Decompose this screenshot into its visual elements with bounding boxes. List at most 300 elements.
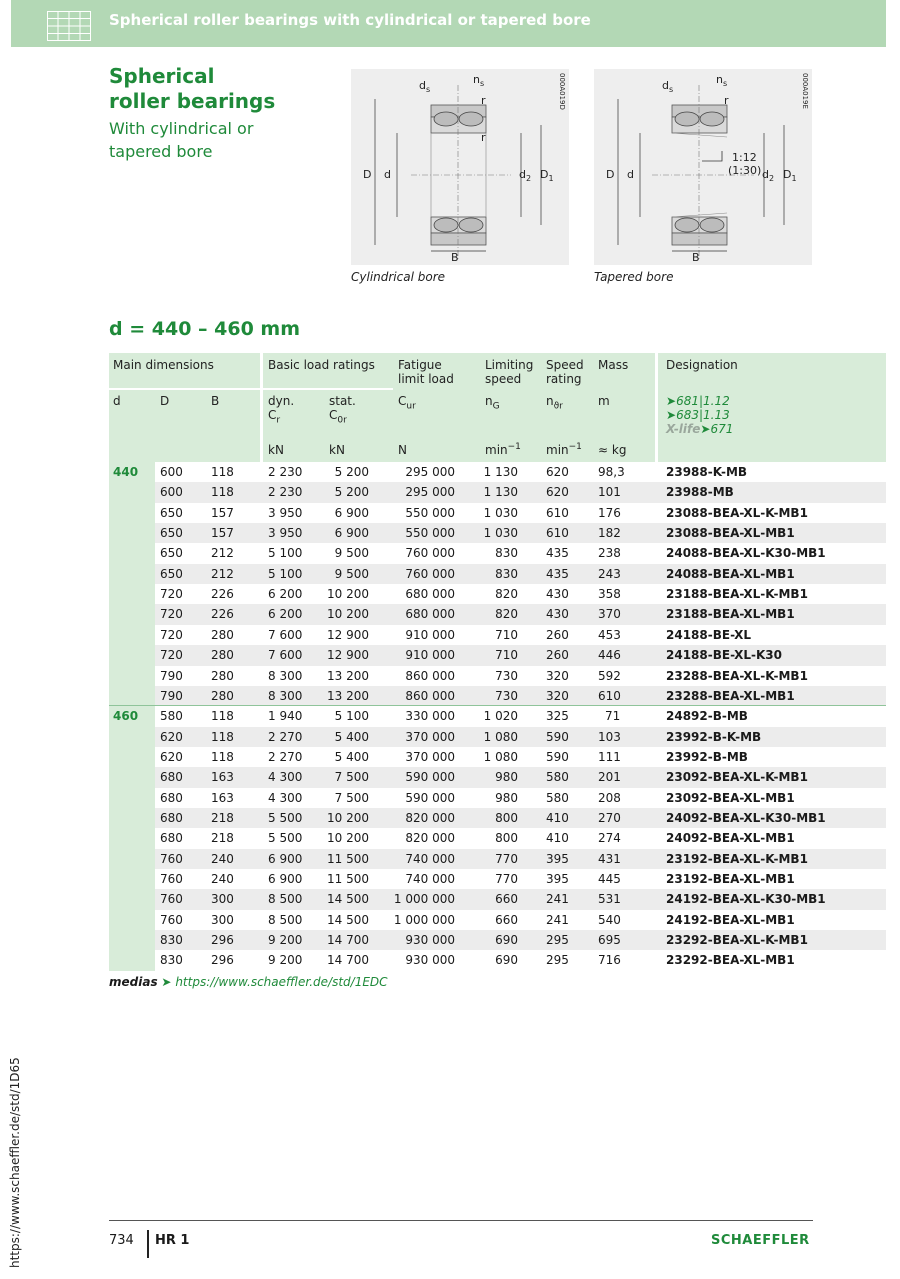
speed-rating-cell: 580 (546, 790, 569, 805)
designation-cell: 23192-BEA-XL-MB1 (666, 872, 795, 886)
static-load-cell: 7 500 (334, 770, 369, 785)
dynamic-load-cell: 2 230 (268, 485, 303, 500)
limiting-speed-cell: 690 (495, 933, 518, 948)
medias-line (109, 975, 388, 989)
outer-diameter-cell: 650 (160, 526, 183, 541)
outer-diameter-cell: 680 (160, 831, 183, 846)
dynamic-load-cell: 8 300 (268, 668, 303, 683)
designation-cell: 23088-BEA-XL-MB1 (666, 526, 795, 541)
designation-cell: 24892-B-MB (666, 709, 748, 724)
outer-diameter-cell: 600 (160, 465, 183, 479)
width-cell: 280 (211, 668, 234, 683)
label-D-tapered: D (606, 168, 615, 181)
designation-cell: 23988-MB (666, 485, 734, 500)
designation-cell: 23188-BEA-XL-K-MB1 (666, 587, 808, 602)
fatigue-limit-cell: 590 000 (405, 790, 455, 805)
table-row (155, 584, 886, 604)
width-cell: 280 (211, 648, 234, 663)
designation-cell: 23992-B-MB (666, 749, 748, 764)
designation-cell: 23088-BEA-XL-K-MB1 (666, 505, 808, 520)
table-row (155, 543, 886, 563)
arrow-icon: ➤ (666, 394, 677, 408)
static-load-cell: 14 500 (327, 912, 369, 927)
static-load-cell: 5 200 (334, 465, 369, 479)
dynamic-load-cell: 8 500 (268, 912, 303, 927)
speed-rating-cell: 295 (546, 933, 569, 948)
designation-cell: 23288-BEA-XL-K-MB1 (666, 668, 808, 683)
dynamic-load-cell: 6 900 (268, 851, 303, 866)
fatigue-limit-cell: 760 000 (405, 546, 455, 561)
limiting-speed-cell: 710 (495, 648, 518, 663)
dynamic-load-cell: 5 100 (268, 566, 303, 581)
fatigue-limit-cell: 740 000 (405, 851, 455, 866)
fatigue-limit-cell: 295 000 (405, 465, 455, 479)
dynamic-load-cell: 6 200 (268, 607, 303, 622)
outer-diameter-cell: 620 (160, 749, 183, 764)
page-subtitle-line2: tapered bore (109, 142, 213, 161)
mass-cell: 610 (598, 688, 621, 703)
designation-cell: 24092-BEA-XL-K30-MB1 (666, 810, 826, 825)
fatigue-limit-cell: 1 000 000 (393, 892, 455, 907)
dynamic-load-cell: 7 600 (268, 648, 303, 663)
col-group-limiting: Limiting speed (485, 358, 534, 386)
width-cell: 118 (211, 465, 234, 479)
width-cell: 163 (211, 770, 234, 785)
table-row (155, 950, 886, 970)
speed-rating-cell: 435 (546, 546, 569, 561)
width-cell: 157 (211, 526, 234, 541)
figure-cylindrical-bore (351, 69, 569, 265)
speed-rating-cell: 620 (546, 465, 569, 479)
designation-cell: 24088-BEA-XL-K30-MB1 (666, 546, 826, 561)
static-load-cell: 5 100 (334, 709, 369, 724)
dynamic-load-cell: 2 270 (268, 729, 303, 744)
designation-cell: 24092-BEA-XL-MB1 (666, 831, 795, 846)
limiting-speed-cell: 820 (495, 587, 518, 602)
fatigue-limit-cell: 910 000 (405, 648, 455, 663)
table-row (155, 767, 886, 787)
label-d: d (384, 168, 391, 181)
bore-diameter-value: 460 (113, 709, 139, 724)
mass-cell: 540 (598, 912, 621, 927)
table-row (155, 666, 886, 686)
fatigue-limit-cell: 860 000 (405, 688, 455, 703)
limiting-speed-cell: 830 (495, 546, 518, 561)
table-row (155, 849, 886, 869)
designation-cell: 23988-K-MB (666, 465, 748, 479)
limiting-speed-cell: 660 (495, 912, 518, 927)
static-load-cell: 6 900 (334, 526, 369, 541)
speed-rating-cell: 435 (546, 566, 569, 581)
designation-cell: 24088-BEA-XL-MB1 (666, 566, 795, 581)
label-B: B (451, 251, 459, 264)
mass-cell: 370 (598, 607, 621, 622)
col-nth: $n_{ϑr}$ (546, 394, 563, 412)
dynamic-load-cell: 6 900 (268, 872, 303, 886)
outer-diameter-cell: 790 (160, 668, 183, 683)
unit-cr: kN (268, 443, 284, 457)
static-load-cell: 5 200 (334, 485, 369, 500)
speed-rating-cell: 610 (546, 505, 569, 520)
designation-cell: 23992-B-K-MB (666, 729, 762, 744)
label-B-tapered: B (692, 251, 700, 264)
outer-diameter-cell: 720 (160, 607, 183, 622)
designation-cell: 23288-BEA-XL-MB1 (666, 688, 795, 703)
static-load-cell: 10 200 (327, 587, 369, 602)
mass-cell: 238 (598, 546, 621, 561)
fatigue-limit-cell: 330 000 (405, 709, 455, 724)
width-cell: 212 (211, 546, 234, 561)
designation-cell: 23092-BEA-XL-K-MB1 (666, 770, 808, 785)
fatigue-limit-cell: 295 000 (405, 485, 455, 500)
arrow-icon: ➤ (161, 975, 172, 989)
fatigue-limit-cell: 820 000 (405, 810, 455, 825)
table-row (155, 889, 886, 909)
col-cr: dyn. $C_r$ (268, 394, 295, 426)
label-ns: $n_s$ (473, 73, 485, 88)
speed-rating-cell: 610 (546, 526, 569, 541)
fatigue-limit-cell: 910 000 (405, 627, 455, 642)
footer-separator (147, 1230, 149, 1258)
limiting-speed-cell: 770 (495, 851, 518, 866)
width-cell: 280 (211, 627, 234, 642)
label-ds-tapered: $d_s$ (662, 79, 674, 94)
mass-cell: 182 (598, 526, 621, 541)
mass-cell: 358 (598, 587, 621, 602)
medias-label: medias (109, 975, 158, 989)
table-row (155, 727, 886, 747)
mass-cell: 445 (598, 872, 621, 886)
speed-rating-cell: 320 (546, 688, 569, 703)
fatigue-limit-cell: 1 000 000 (393, 912, 455, 927)
static-load-cell: 6 900 (334, 505, 369, 520)
col-d: d (113, 394, 121, 408)
outer-diameter-cell: 650 (160, 566, 183, 581)
mass-cell: 103 (598, 729, 621, 744)
mass-cell: 453 (598, 627, 621, 642)
outer-diameter-cell: 680 (160, 790, 183, 805)
fatigue-limit-cell: 860 000 (405, 668, 455, 683)
table-row (155, 828, 886, 848)
width-cell: 118 (211, 749, 234, 764)
col-m: m (598, 394, 610, 408)
page-number: 734 (109, 1233, 134, 1248)
table-row (155, 462, 886, 482)
static-load-cell: 13 200 (327, 688, 369, 703)
limiting-speed-cell: 800 (495, 810, 518, 825)
table-row (155, 686, 886, 706)
table-row (155, 930, 886, 950)
table-row (155, 645, 886, 665)
fatigue-limit-cell: 680 000 (405, 587, 455, 602)
limiting-speed-cell: 1 080 (483, 729, 518, 744)
outer-diameter-cell: 650 (160, 546, 183, 561)
static-load-cell: 5 400 (334, 749, 369, 764)
table-row (155, 788, 886, 808)
table-row (155, 869, 886, 889)
table-row (155, 747, 886, 767)
speed-rating-cell: 295 (546, 953, 569, 968)
outer-diameter-cell: 600 (160, 485, 183, 500)
limiting-speed-cell: 980 (495, 770, 518, 785)
unit-nth: $\min^{-1}$ (546, 442, 582, 457)
mass-cell: 101 (598, 485, 621, 500)
designation-cell: 24188-BE-XL-K30 (666, 648, 782, 663)
col-group-basic: Basic load ratings (268, 358, 375, 372)
label-r-top: r (481, 94, 486, 107)
limiting-speed-cell: 800 (495, 831, 518, 846)
mass-cell: 71 (605, 709, 621, 724)
figure-caption-tapered: Tapered bore (594, 270, 674, 284)
outer-diameter-cell: 580 (160, 709, 183, 724)
dynamic-load-cell: 3 950 (268, 526, 303, 541)
speed-rating-cell: 580 (546, 770, 569, 785)
static-load-cell: 12 900 (327, 648, 369, 663)
speed-rating-cell: 325 (546, 709, 569, 724)
limiting-speed-cell: 770 (495, 872, 518, 886)
bore-diameter-value: 440 (113, 465, 139, 479)
unit-c0r: kN (329, 443, 345, 457)
col-c0r: stat. $C_{0r}$ (329, 394, 356, 426)
fatigue-limit-cell: 820 000 (405, 831, 455, 846)
fatigue-limit-cell: 930 000 (405, 953, 455, 968)
table-row (155, 604, 886, 624)
speed-rating-cell: 410 (546, 810, 569, 825)
designation-cell: 24188-BE-XL (666, 627, 751, 642)
table-row (155, 564, 886, 584)
outer-diameter-cell: 720 (160, 627, 183, 642)
dynamic-load-cell: 8 300 (268, 688, 303, 703)
width-cell: 226 (211, 587, 234, 602)
unit-ng: $\min^{-1}$ (485, 442, 521, 457)
mass-cell: 243 (598, 566, 621, 581)
width-cell: 300 (211, 912, 234, 927)
arrow-icon: ➤ (700, 422, 711, 436)
label-D: D (363, 168, 372, 181)
figure-code-tapered: 000A019E (801, 73, 809, 109)
section-title: d = 440 – 460 mm (109, 318, 301, 340)
label-D1-tapered: $D_1$ (783, 168, 797, 183)
arrow-icon: ➤ (666, 408, 677, 422)
dynamic-load-cell: 4 300 (268, 770, 303, 785)
speed-rating-cell: 590 (546, 729, 569, 744)
fatigue-limit-cell: 680 000 (405, 607, 455, 622)
label-d2: $d_2$ (519, 168, 532, 183)
width-cell: 157 (211, 505, 234, 520)
speed-rating-cell: 430 (546, 587, 569, 602)
static-load-cell: 14 700 (327, 953, 369, 968)
page-title-line1: Spherical (109, 64, 215, 88)
table-row (155, 523, 886, 543)
outer-diameter-cell: 720 (160, 587, 183, 602)
unit-cur: N (398, 443, 407, 457)
brand-logo: SCHAEFFLER (711, 1233, 810, 1248)
outer-diameter-cell: 830 (160, 953, 183, 968)
limiting-speed-cell: 690 (495, 953, 518, 968)
static-load-cell: 13 200 (327, 668, 369, 683)
table-row (155, 910, 886, 930)
limiting-speed-cell: 730 (495, 688, 518, 703)
width-cell: 280 (211, 688, 234, 703)
dynamic-load-cell: 8 500 (268, 892, 303, 907)
outer-diameter-cell: 720 (160, 648, 183, 663)
width-cell: 300 (211, 892, 234, 907)
limiting-speed-cell: 1 030 (483, 505, 518, 520)
label-r-tapered: r (724, 94, 729, 107)
width-cell: 118 (211, 485, 234, 500)
speed-rating-cell: 410 (546, 831, 569, 846)
label-d2-tapered: $d_2$ (762, 168, 775, 183)
limiting-speed-cell: 980 (495, 790, 518, 805)
table-row (155, 482, 886, 502)
width-cell: 212 (211, 566, 234, 581)
header-divider (263, 388, 393, 390)
dynamic-load-cell: 5 500 (268, 810, 303, 825)
fatigue-limit-cell: 760 000 (405, 566, 455, 581)
page-title (109, 64, 275, 114)
static-load-cell: 11 500 (327, 851, 369, 866)
dynamic-load-cell: 4 300 (268, 790, 303, 805)
limiting-speed-cell: 1 030 (483, 526, 518, 541)
width-cell: 296 (211, 953, 234, 968)
label-taper-1-12: 1:12 (732, 151, 757, 164)
col-D: D (160, 394, 170, 408)
unit-m: ≈ kg (598, 443, 627, 457)
mass-cell: 716 (598, 953, 621, 968)
designation-cell: 23292-BEA-XL-K-MB1 (666, 933, 808, 948)
fatigue-limit-cell: 590 000 (405, 770, 455, 785)
bearing-tapered-drawing (594, 69, 812, 265)
width-cell: 118 (211, 729, 234, 744)
mass-cell: 446 (598, 648, 621, 663)
xlife-logo: X-life (666, 422, 701, 436)
limiting-speed-cell: 1 130 (483, 485, 518, 500)
fatigue-limit-cell: 740 000 (405, 872, 455, 886)
dynamic-load-cell: 9 200 (268, 953, 303, 968)
label-D1: $D_1$ (540, 168, 554, 183)
outer-diameter-cell: 790 (160, 688, 183, 703)
outer-diameter-cell: 760 (160, 892, 183, 907)
limiting-speed-cell: 730 (495, 668, 518, 683)
speed-rating-cell: 590 (546, 749, 569, 764)
static-load-cell: 12 900 (327, 627, 369, 642)
col-group-main: Main dimensions (113, 358, 214, 372)
outer-diameter-cell: 620 (160, 729, 183, 744)
col-group-fatigue: Fatigue limit load (398, 358, 454, 386)
limiting-speed-cell: 710 (495, 627, 518, 642)
mass-cell: 176 (598, 505, 621, 520)
dynamic-load-cell: 1 940 (268, 709, 303, 724)
designation-cell: 24192-BEA-XL-K30-MB1 (666, 892, 826, 907)
limiting-speed-cell: 830 (495, 566, 518, 581)
col-group-designation: Designation (666, 358, 738, 372)
label-ns-tapered: $n_s$ (716, 73, 728, 88)
mass-cell: 431 (598, 851, 621, 866)
header-title: Spherical roller bearings with cylindrical or tapered bore (109, 11, 591, 29)
outer-diameter-cell: 760 (160, 872, 183, 886)
footer-rule (109, 1220, 813, 1221)
width-cell: 240 (211, 851, 234, 866)
width-cell: 218 (211, 831, 234, 846)
speed-rating-cell: 260 (546, 627, 569, 642)
limiting-speed-cell: 660 (495, 892, 518, 907)
mass-cell: 98,3 (598, 465, 625, 479)
outer-diameter-cell: 650 (160, 505, 183, 520)
static-load-cell: 10 200 (327, 607, 369, 622)
mass-cell: 695 (598, 933, 621, 948)
label-taper-1-30: (1:30) (728, 164, 762, 177)
designation-cell: 23188-BEA-XL-MB1 (666, 607, 795, 622)
header-divider (109, 388, 260, 390)
designation-cell: 23292-BEA-XL-MB1 (666, 953, 795, 968)
dynamic-load-cell: 2 270 (268, 749, 303, 764)
dynamic-load-cell: 7 600 (268, 627, 303, 642)
figure-tapered-bore (594, 69, 812, 265)
speed-rating-cell: 430 (546, 607, 569, 622)
designation-cell: 23192-BEA-XL-K-MB1 (666, 851, 808, 866)
limiting-speed-cell: 1 130 (483, 465, 518, 479)
dynamic-load-cell: 9 200 (268, 933, 303, 948)
dynamic-load-cell: 6 200 (268, 587, 303, 602)
fatigue-limit-cell: 370 000 (405, 729, 455, 744)
outer-diameter-cell: 680 (160, 810, 183, 825)
speed-rating-cell: 241 (546, 892, 569, 907)
side-url[interactable]: https://www.schaeffler.de/std/1D65 (8, 1057, 22, 1268)
col-group-mass: Mass (598, 358, 629, 372)
width-cell: 226 (211, 607, 234, 622)
designation-refs: ➤681|1.12 ➤683|1.13 X-life➤671 (666, 394, 734, 436)
limiting-speed-cell: 820 (495, 607, 518, 622)
speed-rating-cell: 320 (546, 668, 569, 683)
static-load-cell: 9 500 (334, 546, 369, 561)
width-cell: 118 (211, 709, 234, 724)
col-cur: $C_{ur}$ (398, 394, 416, 412)
width-cell: 240 (211, 872, 234, 886)
dynamic-load-cell: 5 100 (268, 546, 303, 561)
table-grid-icon (47, 11, 91, 41)
page-subtitle (109, 117, 253, 163)
dynamic-load-cell: 2 230 (268, 465, 303, 479)
label-ds: $d_s$ (419, 79, 431, 94)
col-B: B (211, 394, 220, 408)
table-row (155, 706, 886, 726)
dynamic-load-cell: 5 500 (268, 831, 303, 846)
table-row (155, 808, 886, 828)
table-row (155, 503, 886, 523)
mass-cell: 270 (598, 810, 621, 825)
static-load-cell: 5 400 (334, 729, 369, 744)
bearing-cylindrical-drawing (351, 69, 569, 265)
outer-diameter-cell: 760 (160, 851, 183, 866)
dynamic-load-cell: 3 950 (268, 505, 303, 520)
mass-cell: 274 (598, 831, 621, 846)
fatigue-limit-cell: 930 000 (405, 933, 455, 948)
designation-cell: 23092-BEA-XL-MB1 (666, 790, 795, 805)
figure-code: 000A019D (558, 73, 566, 110)
label-d-tapered: d (627, 168, 634, 181)
fatigue-limit-cell: 370 000 (405, 749, 455, 764)
static-load-cell: 14 700 (327, 933, 369, 948)
outer-diameter-cell: 830 (160, 933, 183, 948)
outer-diameter-cell: 680 (160, 770, 183, 785)
static-load-cell: 7 500 (334, 790, 369, 805)
medias-link[interactable]: https://www.schaeffler.de/std/1EDC (175, 975, 388, 989)
width-cell: 296 (211, 933, 234, 948)
figure-caption-cylindrical: Cylindrical bore (351, 270, 446, 284)
static-load-cell: 9 500 (334, 566, 369, 581)
static-load-cell: 10 200 (327, 831, 369, 846)
mass-cell: 531 (598, 892, 621, 907)
